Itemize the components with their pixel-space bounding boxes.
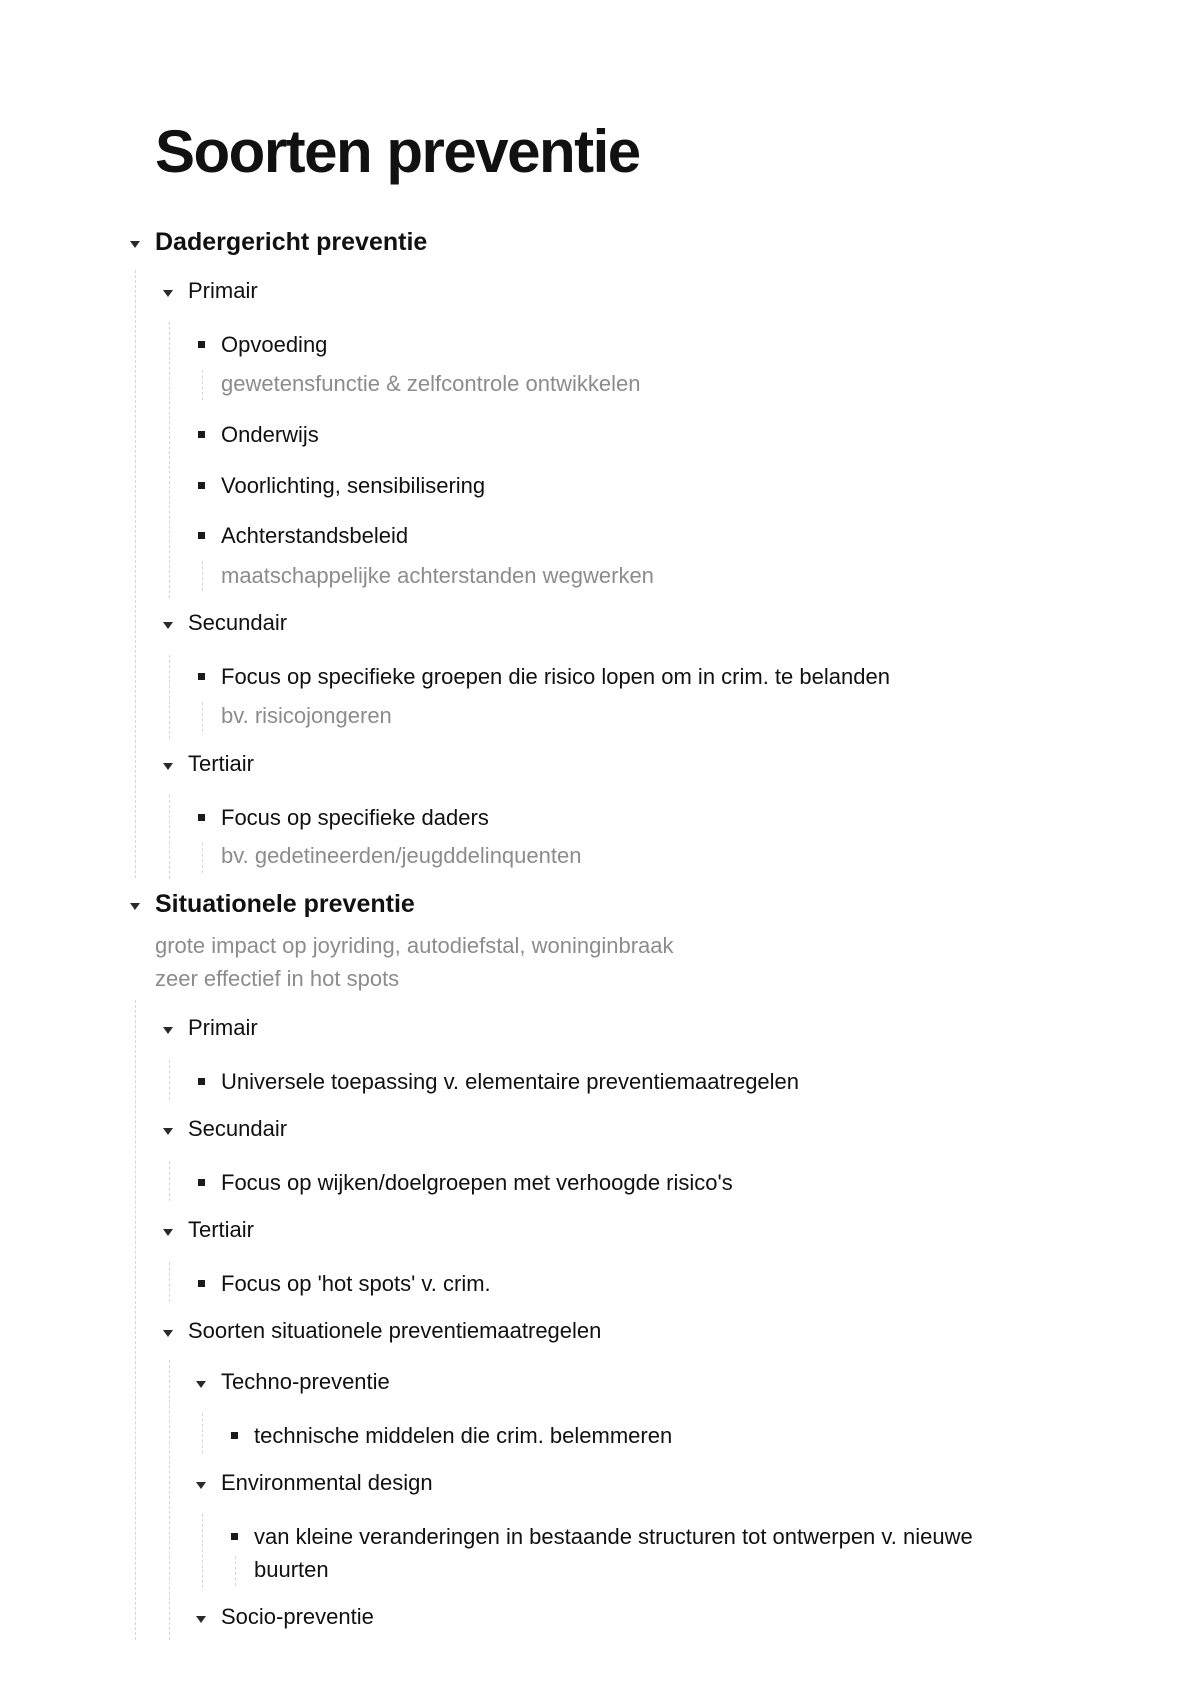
bullet-icon	[198, 532, 205, 539]
indent-guide	[202, 561, 203, 591]
indent-guide	[202, 1514, 203, 1588]
item-note: gewetensfunctie & zelfcontrole ontwikkelen	[221, 371, 641, 396]
list-item: Achterstandsbeleid	[221, 523, 409, 548]
indent-guide	[169, 1060, 170, 1100]
collapse-caret-icon[interactable]	[163, 1229, 173, 1236]
collapse-caret-icon[interactable]	[196, 1482, 206, 1489]
bullet-icon	[198, 673, 205, 680]
indent-guide	[135, 270, 136, 878]
list-item: Voorlichting, sensibilisering	[221, 473, 486, 498]
list-item: Onderwijs	[221, 422, 319, 447]
subgroup-label: Techno-preventie	[221, 1369, 390, 1394]
section-heading: Dadergericht preventie	[155, 228, 428, 256]
section-note: zeer effectief in hot spots	[155, 966, 400, 991]
indent-guide	[169, 1360, 170, 1640]
item-note: bv. risicojongeren	[221, 703, 392, 728]
subgroup-label: Environmental design	[221, 1470, 433, 1495]
indent-guide	[135, 1000, 136, 1640]
group-label: Tertiair	[188, 1217, 255, 1242]
bullet-icon	[198, 1179, 205, 1186]
collapse-caret-icon[interactable]	[163, 290, 173, 297]
group-label: Tertiair	[188, 751, 255, 776]
group-label: Primair	[188, 278, 258, 303]
list-item: Focus op 'hot spots' v. crim.	[221, 1271, 491, 1296]
list-item: Universele toepassing v. elementaire preventiemaatregelen	[221, 1069, 800, 1094]
indent-guide	[202, 1413, 203, 1453]
item-note: bv. gedetineerden/jeugddelinquenten	[221, 843, 582, 868]
list-item: Focus op specifieke daders	[221, 805, 489, 830]
collapse-caret-icon[interactable]	[130, 241, 140, 248]
bullet-icon	[198, 1280, 205, 1287]
indent-guide	[169, 795, 170, 879]
list-item-continuation: buurten	[254, 1557, 329, 1582]
list-item: technische middelen die crim. belemmeren	[254, 1423, 673, 1448]
indent-guide	[202, 843, 203, 873]
item-note: maatschappelijke achterstanden wegwerken	[221, 563, 654, 588]
bullet-icon	[198, 814, 205, 821]
group-label: Primair	[188, 1015, 258, 1040]
bullet-icon	[231, 1533, 238, 1540]
list-item: van kleine veranderingen in bestaande structuren tot ontwerpen v. nieuwe	[254, 1524, 973, 1549]
bullet-icon	[198, 431, 205, 438]
bullet-icon	[198, 1078, 205, 1085]
section-note: grote impact op joyriding, autodiefstal, woninginbraak	[155, 933, 674, 958]
section-heading: Situationele preventie	[155, 890, 415, 918]
collapse-caret-icon[interactable]	[163, 1330, 173, 1337]
group-label: Secundair	[188, 610, 288, 635]
bullet-icon	[231, 1432, 238, 1439]
group-label: Soorten situationele preventiemaatregelen	[188, 1318, 602, 1343]
indent-guide	[169, 655, 170, 739]
group-label: Secundair	[188, 1116, 288, 1141]
collapse-caret-icon[interactable]	[163, 622, 173, 629]
collapse-caret-icon[interactable]	[163, 1027, 173, 1034]
indent-guide	[202, 370, 203, 400]
collapse-caret-icon[interactable]	[196, 1381, 206, 1388]
list-item: Focus op wijken/doelgroepen met verhoogde risico's	[221, 1170, 733, 1195]
indent-guide	[169, 322, 170, 598]
indent-guide	[235, 1556, 236, 1586]
list-item: Opvoeding	[221, 332, 328, 357]
bullet-icon	[198, 482, 205, 489]
list-item: Focus op specifieke groepen die risico lopen om in crim. te belanden	[221, 664, 890, 689]
indent-guide	[169, 1161, 170, 1201]
collapse-caret-icon[interactable]	[130, 903, 140, 910]
collapse-caret-icon[interactable]	[196, 1616, 206, 1623]
bullet-icon	[198, 341, 205, 348]
collapse-caret-icon[interactable]	[163, 763, 173, 770]
indent-guide	[202, 702, 203, 732]
indent-guide	[169, 1262, 170, 1302]
collapse-caret-icon[interactable]	[163, 1128, 173, 1135]
page-title: Soorten preventie	[155, 118, 640, 185]
subgroup-label: Socio-preventie	[221, 1604, 374, 1629]
